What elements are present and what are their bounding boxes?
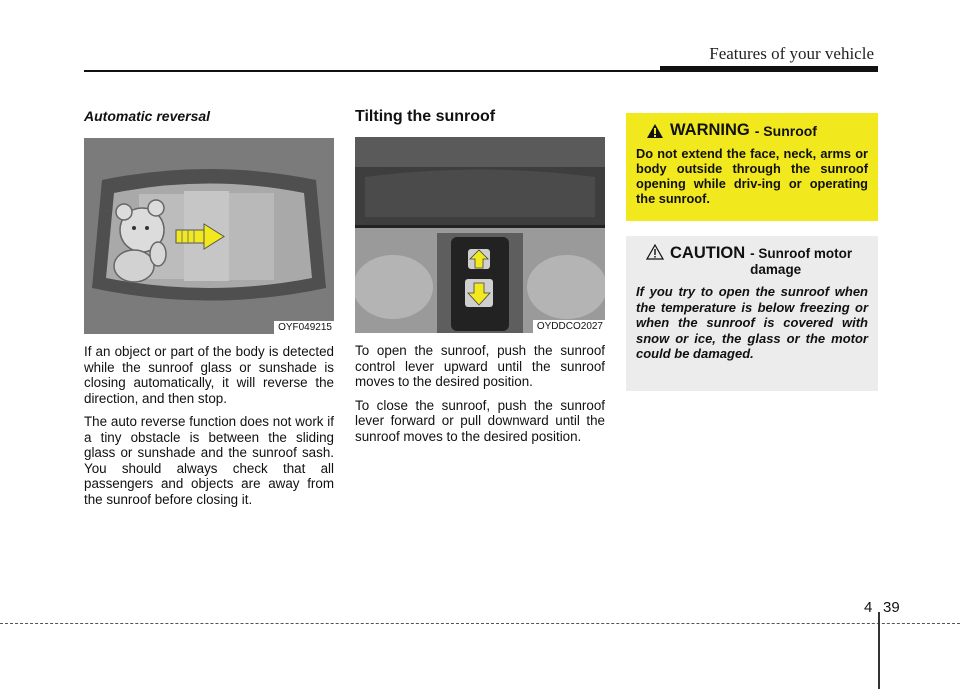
- tilt-up-arrow-icon: [468, 249, 490, 269]
- overhead-console-illustration: [355, 137, 605, 333]
- tilt-down-arrow-icon: [465, 279, 493, 307]
- running-header-title: Features of your vehicle: [709, 44, 874, 63]
- figure-sunroof-control: [355, 137, 605, 333]
- caution-title: [646, 244, 868, 278]
- paragraph: To open the sunroof, push the sunroof control lever upward until the sunroof moves to the desired position.: [355, 343, 605, 389]
- warning-title: [646, 121, 868, 140]
- paragraph: If an object or part of the body is detected while the sunroof glass or sunshade is closing automatically, it will reverse the direction, and then stop.: [84, 344, 334, 406]
- warning-label: WARNING: [670, 121, 750, 139]
- heading-tilting-sunroof: Tilting the sunroof: [355, 108, 496, 125]
- figure-code: OYDDCO2027: [533, 320, 605, 333]
- paragraph: To close the sunroof, push the sunroof lever forward or pull downward until the sunroof moves to the desired position.: [355, 397, 605, 444]
- warning-text: Do not extend the face, neck, arms or body outside through the sunroof opening while driv-ing or operating the sunroof.: [636, 146, 868, 206]
- figure-code: OYF049215: [274, 321, 334, 334]
- caution-subject: - Sunroof motor damage: [750, 246, 853, 277]
- footer-rule: [0, 623, 960, 624]
- chapter-number: 4: [864, 599, 873, 616]
- caution-text: If you try to open the sunroof when the temperature is below freezing or when the sunroof is covered with snow or ice, the glass or the motor could be damaged.: [636, 284, 868, 361]
- warning-triangle-icon: [646, 123, 664, 139]
- paragraph: The auto reverse function does not work if a tiny obstacle is between the sliding glass or sunshade and the sunroof sash. You should always check that all passengers and objects are away from the sunroof before closing it.: [84, 414, 334, 507]
- warning-subject: - Sunroof: [754, 122, 817, 139]
- column-automatic-reversal: [84, 108, 334, 507]
- footer-divider: [878, 612, 880, 689]
- warning-box: [626, 113, 878, 221]
- page-number: 39: [883, 599, 900, 616]
- caution-label: CAUTION: [670, 244, 746, 262]
- sunroof-obstruction-illustration: [84, 138, 334, 334]
- header-rule-accent: [660, 66, 878, 72]
- caution-triangle-icon: [646, 244, 664, 260]
- subheading-automatic-reversal: Automatic reversal: [84, 108, 211, 124]
- caution-box: [626, 236, 878, 391]
- figure-automatic-reversal: [84, 138, 334, 334]
- column-tilting-sunroof: [355, 108, 605, 444]
